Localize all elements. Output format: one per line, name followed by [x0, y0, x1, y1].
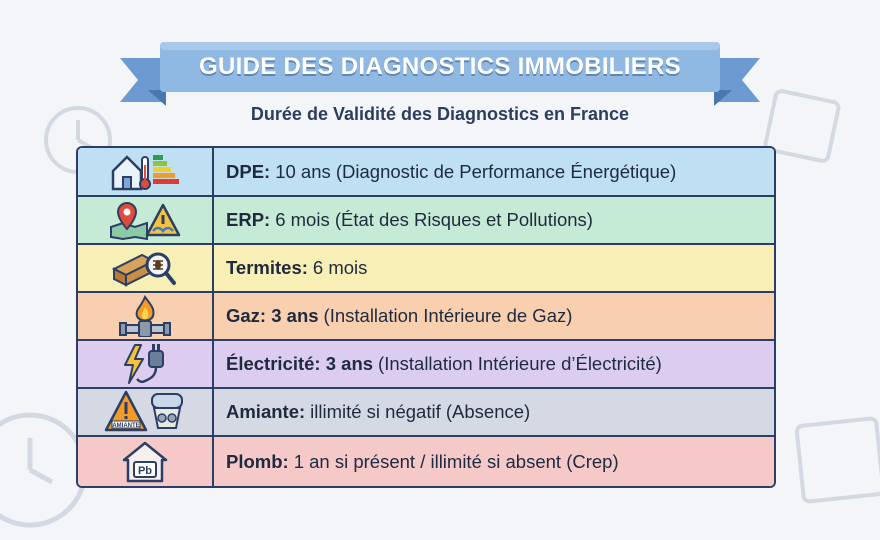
row-text — [214, 197, 774, 243]
table-row-plomb — [78, 435, 774, 486]
row-label: Électricité: 3 ans — [226, 353, 374, 374]
house-thermometer-energy-icon — [78, 148, 214, 195]
asbestos-warning-mask-icon — [78, 389, 214, 435]
table-row-amiante — [78, 387, 774, 435]
calendar-icon — [764, 90, 880, 502]
row-text — [214, 148, 774, 195]
house-lead-icon — [78, 437, 214, 486]
map-pin-warning-icon — [78, 197, 214, 243]
diagnostics-table — [76, 146, 776, 488]
table-row-termites — [78, 243, 774, 291]
row-detail: 6 mois (État des Risques et Pollutions) — [275, 209, 593, 230]
svg-text:AMIANTE: AMIANTE — [112, 423, 140, 429]
wood-magnifier-termite-icon — [78, 245, 214, 291]
row-text — [214, 245, 774, 291]
table-row-gaz — [78, 291, 774, 339]
row-detail: (Installation Intérieure de Gaz) — [323, 305, 573, 326]
clock-icon — [0, 415, 85, 525]
row-detail: 10 ans (Diagnostic de Performance Énergétique) — [275, 160, 677, 182]
row-label: Plomb: — [226, 450, 289, 472]
row-text — [214, 293, 774, 339]
row-text — [214, 341, 774, 387]
table-row-dpe — [78, 148, 774, 195]
svg-text:Pb: Pb — [137, 464, 153, 477]
row-label: Gaz: 3 ans — [226, 305, 319, 326]
table-row-electricite — [78, 339, 774, 387]
row-text — [214, 389, 774, 435]
row-label: Termites: — [226, 257, 308, 278]
row-detail: (Installation Intérieure d’Électricité) — [378, 353, 662, 374]
table-row-erp — [78, 195, 774, 243]
row-text — [214, 437, 774, 486]
gas-flame-pipe-icon — [78, 293, 214, 339]
row-label: Amiante: — [226, 401, 306, 422]
row-detail: 6 mois — [312, 257, 368, 278]
lightning-plug-icon — [78, 341, 214, 387]
page-title: GUIDE DES DIAGNOSTICS IMMOBILIERS — [199, 53, 681, 80]
page-subtitle: Durée de Validité des Diagnostics en France — [250, 104, 630, 124]
row-detail: illimité si négatif (Absence) — [310, 401, 531, 422]
row-label: ERP: — [226, 209, 271, 230]
row-detail: 1 an si présent / illimité si absent (Crep) — [293, 450, 619, 472]
row-label: DPE: — [226, 160, 271, 182]
